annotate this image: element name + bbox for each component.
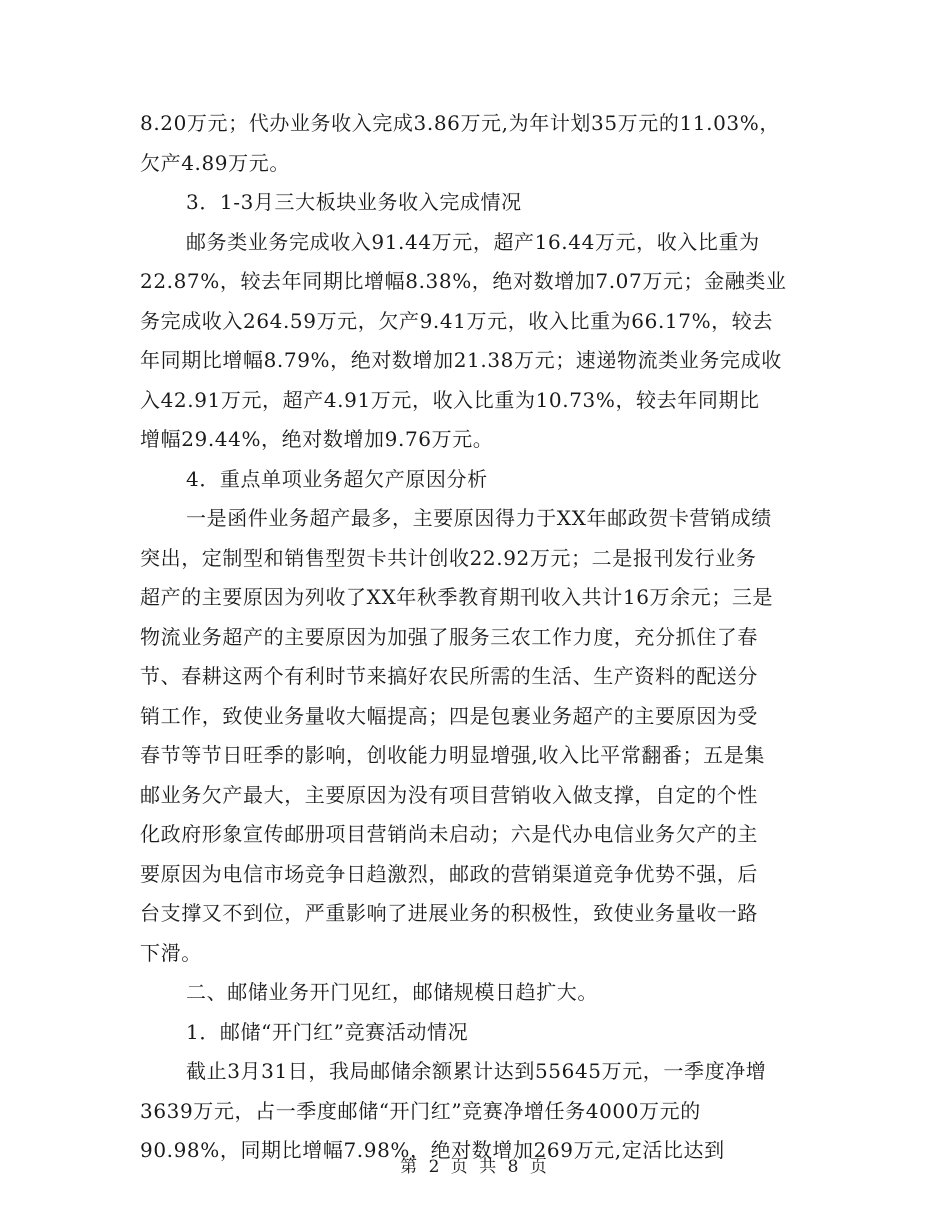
text-line: 春节等节日旺季的影响，创收能力明显增强,收入比平常翻番；五是集 xyxy=(140,743,765,767)
section-heading: 1．邮储“开门红”竞赛活动情况 xyxy=(186,1019,469,1044)
text-line: 要原因为电信市场竞争日趋激烈，邮政的营销渠道竞争优势不强，后 xyxy=(140,861,758,886)
text-line: 8.20万元；代办业务收入完成3.86万元,为年计划35万元的11.03%， xyxy=(140,111,780,135)
text-line: 下滑。 xyxy=(140,940,202,965)
text-line: 截止3月31日，我局邮储余额累计达到55645万元，一季度净增 xyxy=(186,1059,767,1083)
text-line: 入42.91万元，超产4.91万元，收入比重为10.73%，较去年同期比 xyxy=(140,387,760,412)
text-line: 90.98%，同期比增幅7.98%，绝对数增加269万元,定活比达到 xyxy=(140,1138,725,1162)
text-line: 化政府形象宣传邮册项目营销尚未启动；六是代办电信业务欠产的主 xyxy=(140,822,758,846)
text-line: 22.87%，较去年同期比增幅8.38%，绝对数增加7.07万元；金融类业 xyxy=(140,269,787,293)
text-line: 突出，定制型和销售型贺卡共计创收22.92万元；二是报刊发行业务 xyxy=(140,545,757,570)
text-line: 年同期比增幅8.79%，绝对数增加21.38万元；速递物流类业务完成收 xyxy=(140,348,782,372)
text-line: 节、春耕这两个有利时节来搞好农民所需的生活、生产资料的配送分 xyxy=(140,664,758,688)
text-line: 邮务类业务完成收入91.44万元，超产16.44万元，收入比重为 xyxy=(186,229,760,254)
text-line: 超产的主要原因为列收了XX年秋季教育期刊收入共计16万余元；三是 xyxy=(140,585,774,609)
text-line: 物流业务超产的主要原因为加强了服务三农工作力度，充分抓住了春 xyxy=(140,624,758,649)
text-line: 邮业务欠产最大，主要原因为没有项目营销收入做支撑，自定的个性 xyxy=(140,782,758,807)
text-line: 3639万元，占一季度邮储“开门红”竞赛净增任务4000万元的 xyxy=(140,1098,701,1123)
text-line: 台支撑又不到位，严重影响了进展业务的积极性，致使业务量收一路 xyxy=(140,901,758,925)
section-heading: 3．1-3月三大板块业务收入完成情况 xyxy=(186,190,522,214)
text-line: 务完成收入264.59万元，欠产9.41万元，收入比重为66.17%，较去 xyxy=(140,308,773,333)
section-heading: 二、邮储业务开门见红，邮储规模日趋扩大。 xyxy=(186,980,598,1004)
text-line: 一是函件业务超产最多，主要原因得力于XX年邮政贺卡营销成绩 xyxy=(186,506,772,530)
section-heading: 4．重点单项业务超欠产原因分析 xyxy=(186,466,488,491)
text-line: 增幅29.44%，绝对数增加9.76万元。 xyxy=(140,427,494,451)
text-line: 欠产4.89万元。 xyxy=(140,150,290,175)
text-line: 销工作，致使业务量收大幅提高；四是包裹业务超产的主要原因为受 xyxy=(140,703,758,728)
document-body xyxy=(140,104,815,1171)
page-number-footer: 第 2 页 共 8 页 xyxy=(400,1157,550,1177)
